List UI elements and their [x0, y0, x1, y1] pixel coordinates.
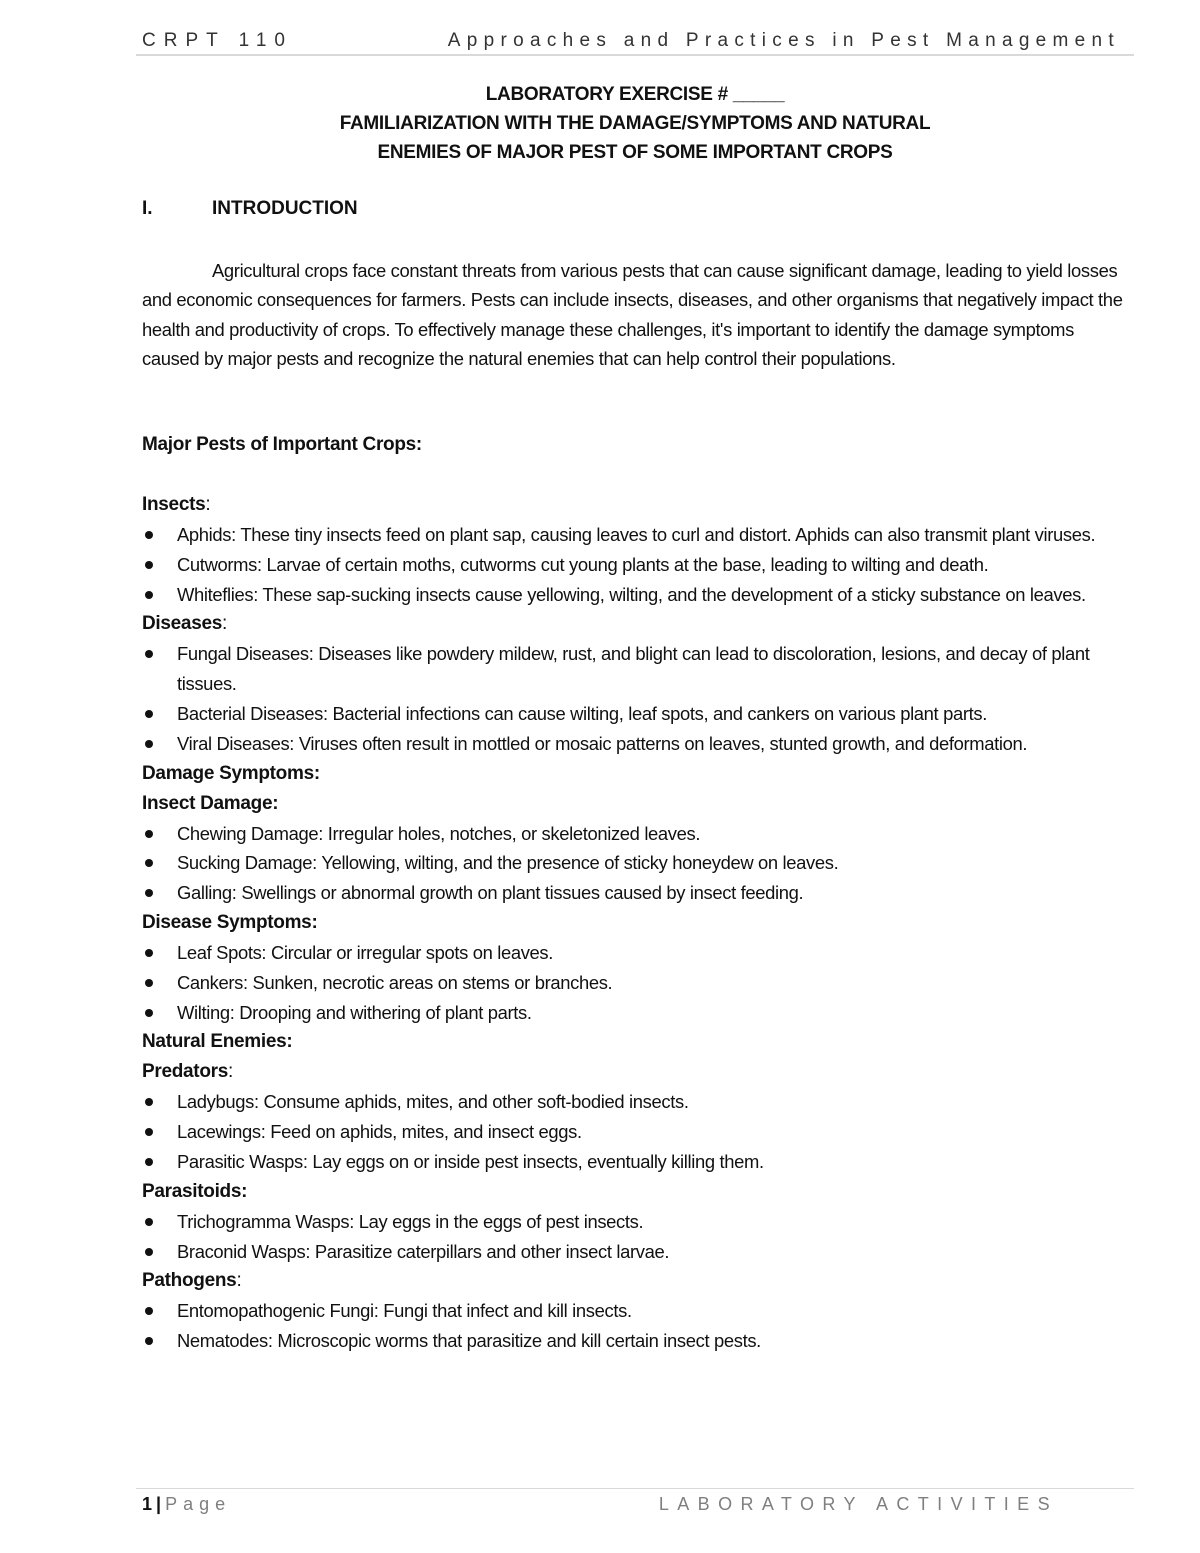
- list-item: Bacterial Diseases: Bacterial infections can cause wilting, leaf spots, and cankers on various plant parts.: [142, 699, 1132, 729]
- list-item: Cankers: Sunken, necrotic areas on stems or branches.: [142, 968, 1132, 998]
- list-item: Galling: Swellings or abnormal growth on plant tissues caused by insect feeding.: [142, 878, 1132, 908]
- header-divider: [136, 54, 1134, 56]
- course-subject: Approaches and Practices in Pest Management: [447, 30, 1120, 51]
- list-item: Chewing Damage: Irregular holes, notches, or skeletonized leaves.: [142, 819, 1132, 849]
- list-item: Leaf Spots: Circular or irregular spots on leaves.: [142, 938, 1132, 968]
- list-item: Whiteflies: These sap-sucking insects cause yellowing, wilting, and the development of a sticky substance on leaves.: [142, 580, 1132, 610]
- disease-symptoms-list: [142, 938, 1132, 1027]
- exercise-title-line-2: FAMILIARIZATION WITH THE DAMAGE/SYMPTOMS AND NATURAL: [339, 113, 931, 134]
- footer-divider: [136, 1488, 1134, 1489]
- list-item: Ladybugs: Consume aphids, mites, and other soft-bodied insects.: [142, 1087, 1132, 1117]
- intro-paragraph-text: Agricultural crops face constant threats from various pests that can cause significant damage, leading to yield losses and economic consequences for farmers. Pests can include insects, diseases, and other organisms that negatively impact the health and productivity of crops. To effectively manage these challenges, it's important to identify the damage symptoms caused by major pests and recognize the natural enemies that can help control their populations.: [142, 260, 1123, 369]
- insects-list: [142, 520, 1132, 609]
- damage-symptoms-heading: Damage Symptoms:: [142, 762, 320, 784]
- list-item: Nematodes: Microscopic worms that parasitize and kill certain insect pests.: [142, 1326, 1132, 1356]
- predators-list: [142, 1087, 1132, 1176]
- page-indicator: [142, 1494, 231, 1515]
- list-item: Aphids: These tiny insects feed on plant sap, causing leaves to curl and distort. Aphids can also transmit plant viruses.: [142, 520, 1132, 550]
- footer-label: LABORATORY ACTIVITIES: [658, 1494, 1058, 1514]
- predators-heading: Predators:: [142, 1061, 233, 1083]
- insect-damage-list: [142, 819, 1132, 908]
- pathogens-heading: Pathogens:: [142, 1270, 242, 1292]
- intro-paragraph: [142, 256, 1132, 373]
- exercise-title-line-1: LABORATORY EXERCISE # _____: [485, 84, 785, 105]
- page-label: Page: [165, 1494, 232, 1514]
- exercise-title-line-3: ENEMIES OF MAJOR PEST OF SOME IMPORTANT CROPS: [377, 142, 893, 163]
- list-item: Fungal Diseases: Diseases like powdery mildew, rust, and blight can lead to discoloration, lesions, and decay of plant tissues.: [142, 639, 1132, 699]
- list-item: Sucking Damage: Yellowing, wilting, and the presence of sticky honeydew on leaves.: [142, 848, 1132, 878]
- pathogens-list: [142, 1296, 1132, 1356]
- page-number: 1: [142, 1494, 153, 1514]
- major-pests-heading: Major Pests of Important Crops:: [142, 434, 422, 455]
- list-item: Cutworms: Larvae of certain moths, cutworms cut young plants at the base, leading to wilting and death.: [142, 550, 1132, 580]
- disease-symptoms-heading: Disease Symptoms:: [142, 911, 318, 933]
- parasitoids-list: [142, 1207, 1132, 1267]
- list-item: Trichogramma Wasps: Lay eggs in the eggs of pest insects.: [142, 1207, 1132, 1237]
- page-header: [142, 30, 1132, 54]
- page-footer: [142, 1494, 1132, 1518]
- diseases-list: [142, 639, 1132, 758]
- section-number: I.: [142, 198, 153, 219]
- parasitoids-heading: Parasitoids:: [142, 1180, 248, 1202]
- list-item: Entomopathogenic Fungi: Fungi that infect and kill insects.: [142, 1296, 1132, 1326]
- list-item: Lacewings: Feed on aphids, mites, and insect eggs.: [142, 1117, 1132, 1147]
- insects-heading: Insects:: [142, 494, 211, 515]
- page-separator: |: [156, 1494, 162, 1514]
- section-heading: [142, 198, 358, 220]
- natural-enemies-heading: Natural Enemies:: [142, 1031, 293, 1053]
- course-code: CRPT 110: [142, 30, 293, 51]
- diseases-heading: Diseases:: [142, 613, 227, 635]
- list-item: Viral Diseases: Viruses often result in mottled or mosaic patterns on leaves, stunted growth, and deformation.: [142, 729, 1132, 759]
- list-item: Braconid Wasps: Parasitize caterpillars and other insect larvae.: [142, 1237, 1132, 1267]
- list-item: Parasitic Wasps: Lay eggs on or inside pest insects, eventually killing them.: [142, 1147, 1132, 1177]
- list-item: Wilting: Drooping and withering of plant parts.: [142, 998, 1132, 1028]
- section-title: INTRODUCTION: [212, 198, 358, 219]
- insect-damage-heading: Insect Damage:: [142, 792, 279, 814]
- document-body: [142, 430, 1132, 1356]
